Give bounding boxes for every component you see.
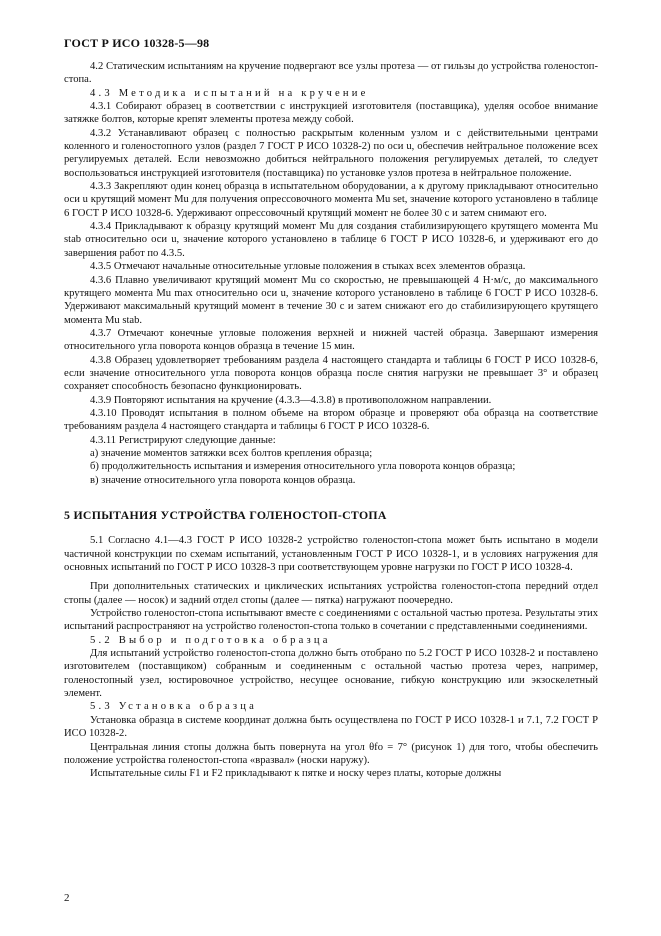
paragraph-5-1-c: Устройство голеностоп-стопа испытывают вместе с соединениями с остальной частью протеза. Результаты этих испытаний распространяют на устройство голеностоп-стопа только в сочетании с представленными соединениями.	[64, 608, 598, 633]
paragraph-4-3-1: 4.3.1 Собирают образец в соответствии с инструкцией изготовителя (поставщика), уделяя особое внимание затяжке болтов, которые крепят элементы протеза между собой.	[64, 101, 598, 126]
paragraph-4-3-10: 4.3.10 Проводят испытания в полном объеме на втором образце и проверяют оба образца на соответствие требованиям раздела 4 настоящего стандарта и таблицы 6 ГОСТ Р ИСО 10328-6.	[64, 407, 598, 433]
paragraph-4-3-4: 4.3.4 Прикладывают к образцу крутящий момент Mu для создания стабилизирующего крутящего момента Mu stab относительно оси u, значение которого установлено в таблице 6 ГОСТ Р ИСО 10328-6, и удерживают его до завершения работ по 4.3.5.	[64, 221, 598, 259]
paragraph-5-3-c: Испытательные силы F1 и F2 прикладывают к пятке и носку через платы, которые должны	[90, 768, 502, 780]
list-item-b: б) продолжительность испытания и измерения относительного угла поворота концов образца;	[90, 461, 516, 473]
subheading-4-3: 4.3 Методика испытаний на кручение	[90, 87, 369, 99]
paragraph-4-3-9: 4.3.9 Повторяют испытания на кручение (4.3.3—4.3.8) в противоположном направлении.	[90, 394, 492, 406]
section-5-title: 5 ИСПЫТАНИЯ УСТРОЙСТВА ГОЛЕНОСТОП-СТОПА	[64, 508, 387, 522]
list-item-a: а) значение моментов затяжки всех болтов крепления образца;	[90, 447, 373, 459]
paragraph-5-3: Установка образца в системе координат должна быть осуществлена по ГОСТ Р ИСО 10328-1 и 7.1, 7.2 ГОСТ Р ИСО 10328-2.	[64, 714, 598, 740]
paragraph-4-3-11: 4.3.11 Регистрируют следующие данные:	[90, 434, 276, 446]
paragraph-4-3-3: 4.3.3 Закрепляют один конец образца в испытательном оборудовании, а к другому прикладывают относительно оси u крутящий момент Mu для получения опрессовочного момента Mu set, значение которого установлено в таблице 6 ГОСТ Р ИСО 10328-6. Удерживают опрессовочный крутящий момент не более 30 с и затем снимают его.	[64, 181, 598, 219]
page-content	[64, 60, 598, 781]
paragraph-5-3-b: Центральная линия стопы должна быть повернута на угол θfo = 7° (рисунок 1) для того, чтобы обеспечить положение устройства голеностоп-стопа «вразвал» (носки наружу).	[64, 741, 598, 766]
paragraph-4-3-5: 4.3.5 Отмечают начальные относительные угловые положения в стыках всех элементов образца.	[90, 261, 526, 273]
recorded-data-list	[64, 447, 598, 487]
paragraph-4-3-7: 4.3.7 Отмечают конечные угловые положения верхней и нижней частей образца. Завершают измерения относительного угла поворота концов образца в течение 15 мин.	[64, 327, 598, 353]
paragraph-4-2: 4.2 Статическим испытаниям на кручение подвергают все узлы протеза — от гильзы до устройства голеностоп-стопа.	[64, 61, 598, 86]
list-item-c: в) значение относительного угла поворота концов образца.	[90, 474, 356, 486]
page-header: ГОСТ Р ИСО 10328-5—98	[64, 36, 210, 50]
paragraph-4-3-6: 4.3.6 Плавно увеличивают крутящий момент Mu со скоростью, не превышающей 4 Н·м/с, до максимального крутящего момента Mu max относительно оси u, значение которого установлено в таблице 6 ГОСТ Р ИСО 10328-6. Удерживают максимальный крутящий момент в течение 30 с и затем снижают его до стабилизирующего крутящего момента Mu stab.	[64, 274, 598, 326]
page-number: 2	[64, 892, 70, 904]
paragraph-4-3-8: 4.3.8 Образец удовлетворяет требованиям раздела 4 настоящего стандарта и таблицы 6 ГОСТ Р ИСО 10328-6, если значение относительного угла поворота концов образца после снятия нагрузки не превышает 3° и образец сохраняет способность безопасно функционировать.	[64, 354, 598, 393]
paragraph-5-1: 5.1 Согласно 4.1—4.3 ГОСТ Р ИСО 10328-2 устройство голеностоп-стопа может быть испытано в модели частичной конструкции по схемам испытаний, установленным ГОСТ Р ИСО 10328-1, и в условиях нагружения для основных испытаний по ГОСТ Р ИСО 10328-3 при соответствующем уровне нагрузки по ГОСТ Р ИСО 10328-4.	[64, 535, 598, 574]
subheading-5-3: 5.3 Установка образца	[90, 701, 258, 713]
paragraph-5-2: Для испытаний устройство голеностоп-стопа должно быть отобрано по 5.2 ГОСТ Р ИСО 10328-2 и поставлено изготовителем (поставщиком) собранным и соединенным с остальной частью протеза через, например, голеностопный узел, юстировочное устройство, несущее основание, гибкую конструкцию или экзоскелетный элемент.	[64, 648, 598, 700]
paragraph-4-3-2: 4.3.2 Устанавливают образец с полностью раскрытым коленным узлом и с действительными центрами коленного и голеностопного узлов (раздел 7 ГОСТ Р ИСО 10328-2) по оси u, обеспечив нейтральное положение всех регулируемых деталей. Если невозможно добиться нейтрального положения регулируемых деталей, то следует воспользоваться инструкцией изготовителя (поставщика) по установке узлов протеза в нейтральное положение.	[64, 127, 598, 179]
paragraph-5-1-b: При дополнительных статических и циклических испытаниях устройства голеностоп-стопа передний отдел стопы (далее — носок) и задний отдел стопы (далее — пятка) нагружают поочередно.	[64, 581, 598, 606]
subheading-5-2: 5.2 Выбор и подготовка образца	[90, 634, 331, 646]
